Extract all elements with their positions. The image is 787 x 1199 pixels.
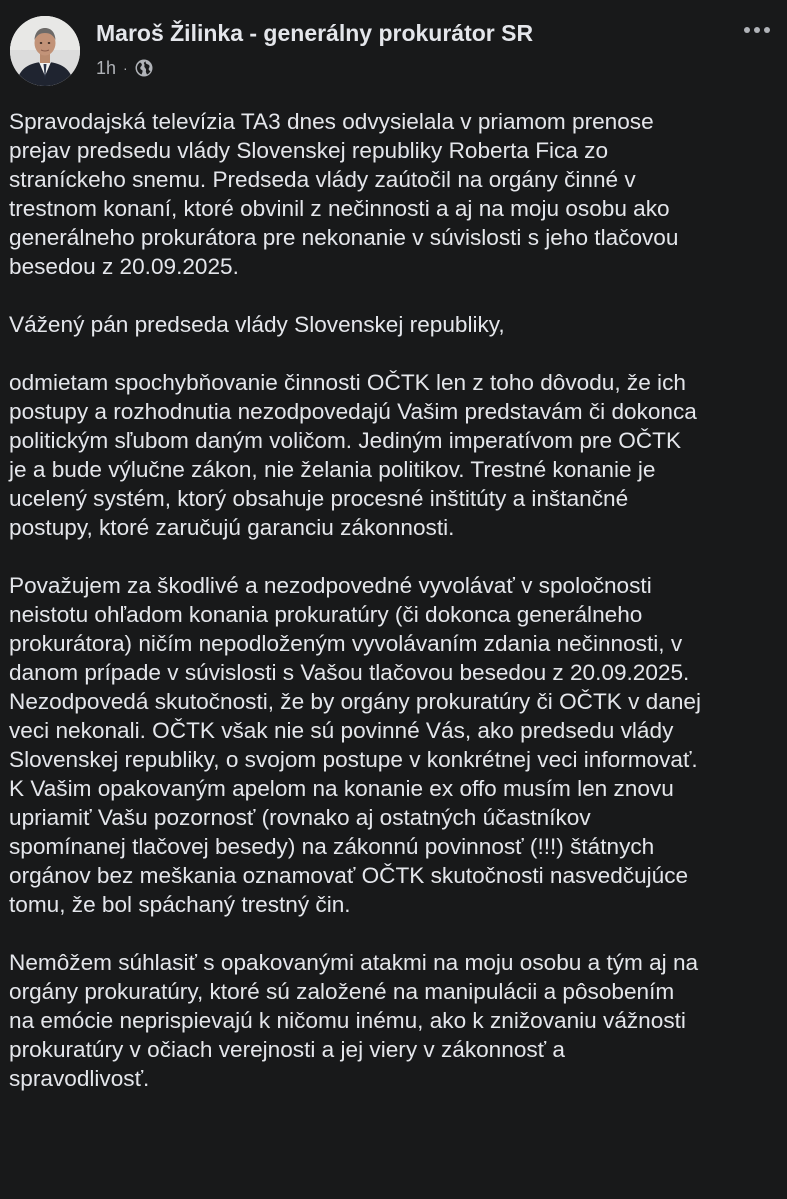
post-paragraph: Považujem za škodlivé a nezodpovedné vyvolávať v spoločnosti neistotu ohľadom konania prokuratúry (či dokonca generálneho prokurátora) ničím nepodloženým vyvolávaním zdania nečinnosti, v danom prípade v súvislosti s Vašou tlačovou besedou z 20.09.2025. Nezodpovedá skutočnosti, že by orgány prokuratúry či OČTK v danej veci nekonali. OČTK však nie sú povinné Vás, ako predsedu vlády Slovenskej republiky, o svojom postupe v konkrétnej veci informovať. K Vašim opakovaným apelom na konanie ex offo musím len znovu upriamiť Vašu pozornosť (rovnako aj ostatných účastníkov spomínanej tlačovej besedy) na zákonnú povinnosť (!!!) štátnych orgánov bez meškania oznamovať OČTK skutočnosti nasvedčujúce tomu, že bol spáchaný trestný čin. — [9, 573, 701, 917]
post-paragraph: Vážený pán predseda vlády Slovenskej republiky, — [9, 312, 505, 337]
avatar[interactable] — [10, 16, 80, 86]
post-paragraph: Spravodajská televízia TA3 dnes odvysielala v priamom prenose prejav predsedu vlády Slovenskej republiky Roberta Fica zo straníckeho snemu. Predseda vlády zaútočil na orgány činné v trestnom konaní, ktoré obvinil z nečinnosti a aj na moju osobu ako generálneho prokurátora pre nekonanie v súvislosti s jeho tlačovou besedou z 20.09.2025. — [9, 109, 679, 279]
more-options-icon-dot — [754, 27, 760, 33]
author-name[interactable]: Maroš Žilinka - generálny prokurátor SR — [96, 20, 534, 46]
post-header — [0, 0, 787, 100]
post-time[interactable]: 1h — [96, 57, 117, 78]
post-meta — [96, 56, 154, 80]
globe-icon[interactable] — [134, 58, 154, 78]
post-paragraph: Nemôžem súhlasiť s opakovanými atakmi na moju osobu a tým aj na orgány prokuratúry, ktoré sú založené na manipulácii a pôsobením na emócie neprispievajú k ničomu inému, ako k znižovaniu vážnosti prokuratúry v očiach verejnosti a jej viery v zákonnosť a spravodlivosť. — [9, 950, 699, 1091]
more-options-icon — [744, 27, 750, 33]
post-body — [9, 107, 779, 1122]
meta-separator: · — [123, 60, 128, 76]
more-options-button[interactable] — [739, 18, 775, 42]
more-options-icon-dot — [764, 27, 770, 33]
post-paragraph: odmietam spochybňovanie činnosti OČTK len z toho dôvodu, že ich postupy a rozhodnutia nezodpovedajú Vašim predstavám či dokonca politickým sľubom daným voličom. Jediným imperatívom pre OČTK je a bude výlučne zákon, nie želania politikov. Trestné konanie je ucelený systém, ktorý obsahuje procesné inštitúty a inštančné postupy, ktoré zaručujú garanciu zákonnosti. — [9, 370, 697, 540]
profile-photo — [10, 16, 80, 86]
